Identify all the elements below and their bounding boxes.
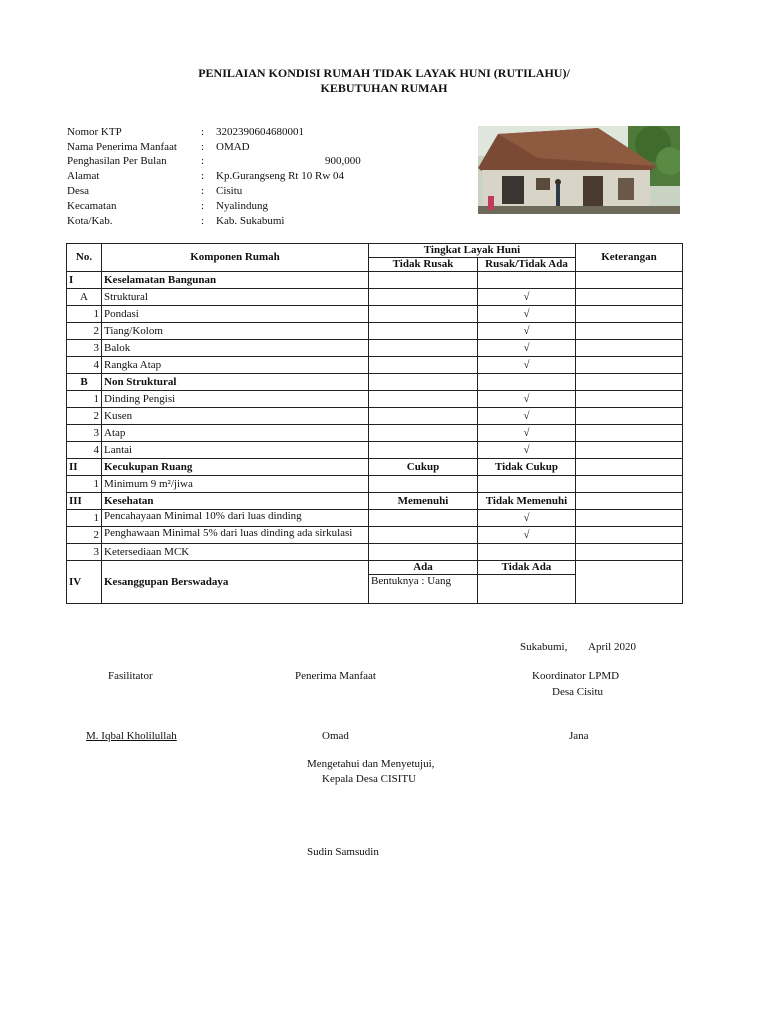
row-label: Kesanggupan Berswadaya — [102, 561, 369, 604]
row-no: II — [67, 459, 102, 476]
info-value-desa: Cisitu — [216, 185, 243, 197]
row-label: Rangka Atap — [102, 357, 369, 374]
table-row — [67, 561, 683, 575]
row-no: B — [67, 374, 102, 391]
info-label-kecamatan: Kecamatan — [67, 200, 117, 212]
role-penerima: Penerima Manfaat — [295, 670, 376, 682]
row-no: I — [67, 272, 102, 289]
row-label: Atap — [102, 425, 369, 442]
table-row — [67, 391, 683, 408]
name-penerima: Omad — [322, 730, 349, 742]
table-row — [67, 272, 683, 289]
tick-mark: √ — [478, 306, 576, 323]
header-keterangan: Keterangan — [576, 244, 683, 272]
row-no: 1 — [67, 391, 102, 408]
row-label: Minimum 9 m²/jiwa — [102, 476, 369, 493]
document-title-line1: PENILAIAN KONDISI RUMAH TIDAK LAYAK HUNI (RUTILAHU)/ — [198, 66, 570, 80]
table-row — [67, 408, 683, 425]
header-rusak: Rusak/Tidak Ada — [478, 258, 576, 272]
row-no: 1 — [67, 510, 102, 527]
row-no: 3 — [67, 544, 102, 561]
col-tidak-cukup: Tidak Cukup — [478, 459, 576, 476]
assessment-table — [66, 243, 683, 604]
info-colon: : — [201, 200, 205, 212]
tick-mark: √ — [478, 391, 576, 408]
row-label: Tiang/Kolom — [102, 323, 369, 340]
info-value-penghasilan: 900,000 — [325, 155, 361, 167]
row-no: 3 — [67, 340, 102, 357]
row-no: 4 — [67, 442, 102, 459]
row-no: 2 — [67, 527, 102, 544]
info-value-kecamatan: Nyalindung — [216, 200, 268, 212]
header-tingkat: Tingkat Layak Huni — [369, 244, 576, 258]
table-row — [67, 374, 683, 391]
approval-line1: Mengetahui dan Menyetujui, — [307, 758, 435, 770]
sign-date: April 2020 — [588, 641, 636, 653]
row-label: Penghawaan Minimal 5% dari luas dinding ada sirkulasi — [102, 527, 369, 544]
table-row — [67, 493, 683, 510]
row-no: 3 — [67, 425, 102, 442]
info-value-kota: Kab. Sukabumi — [216, 215, 285, 227]
document-title-line2: KEBUTUHAN RUMAH — [320, 81, 448, 95]
role-desa: Desa Cisitu — [552, 686, 604, 698]
house-photo — [478, 126, 680, 214]
table-row — [67, 323, 683, 340]
name-koordinator: Jana — [569, 730, 589, 742]
row-label: Non Struktural — [102, 374, 369, 391]
row-no: IV — [67, 561, 102, 604]
info-label-ktp: Nomor KTP — [67, 126, 122, 138]
bentuk-swadaya: Bentuknya : Uang — [369, 575, 478, 604]
table-row — [67, 527, 683, 544]
col-cukup: Cukup — [369, 459, 478, 476]
tick-mark: √ — [478, 357, 576, 374]
row-label: Dinding Pengisi — [102, 391, 369, 408]
col-tidak-ada: Tidak Ada — [478, 561, 576, 575]
tick-mark: √ — [478, 510, 576, 527]
row-label: Balok — [102, 340, 369, 357]
info-label-kota: Kota/Kab. — [67, 215, 113, 227]
tick-mark: √ — [478, 289, 576, 306]
name-fasilitator: M. Iqbal Kholilullah — [86, 730, 177, 742]
row-label: Kecukupan Ruang — [102, 459, 369, 476]
row-no: III — [67, 493, 102, 510]
approval-line2: Kepala Desa CISITU — [322, 773, 417, 785]
header-tidak-rusak: Tidak Rusak — [369, 258, 478, 272]
row-label: Ketersediaan MCK — [102, 544, 369, 561]
info-label-penghasilan: Penghasilan Per Bulan — [67, 155, 167, 167]
row-label: Lantai — [102, 442, 369, 459]
tick-mark: √ — [478, 340, 576, 357]
table-row — [67, 340, 683, 357]
table-row — [67, 442, 683, 459]
tick-mark: √ — [478, 425, 576, 442]
row-label: Pondasi — [102, 306, 369, 323]
info-colon: : — [201, 126, 205, 138]
role-koordinator: Koordinator LPMD — [532, 670, 620, 682]
table-row — [67, 357, 683, 374]
info-colon: : — [201, 155, 205, 167]
tick-mark: √ — [478, 408, 576, 425]
row-label: Keselamatan Bangunan — [102, 272, 369, 289]
table-row — [67, 476, 683, 493]
info-colon: : — [201, 141, 205, 153]
tick-mark: √ — [478, 323, 576, 340]
info-colon: : — [201, 170, 205, 182]
info-colon: : — [201, 185, 205, 197]
row-label: Struktural — [102, 289, 369, 306]
name-kepala-desa: Sudin Samsudin — [307, 846, 379, 858]
row-no: 4 — [67, 357, 102, 374]
tick-mark: √ — [478, 442, 576, 459]
table-row — [67, 289, 683, 306]
sign-place: Sukabumi, — [520, 641, 568, 653]
row-no: 1 — [67, 306, 102, 323]
col-tidak-memenuhi: Tidak Memenuhi — [478, 493, 576, 510]
table-row — [67, 544, 683, 561]
col-memenuhi: Memenuhi — [369, 493, 478, 510]
info-label-nama: Nama Penerima Manfaat — [67, 141, 177, 153]
col-ada: Ada — [369, 561, 478, 575]
row-label: Kesehatan — [102, 493, 369, 510]
info-colon: : — [201, 215, 205, 227]
table-row — [67, 425, 683, 442]
row-no: 2 — [67, 323, 102, 340]
info-value-ktp: 3202390604680001 — [216, 126, 304, 138]
row-no: 1 — [67, 476, 102, 493]
row-label: Pencahayaan Minimal 10% dari luas dinding — [102, 510, 369, 527]
info-value-nama: OMAD — [216, 141, 250, 153]
info-label-alamat: Alamat — [67, 170, 100, 182]
table-row — [67, 510, 683, 527]
row-no: A — [67, 289, 102, 306]
role-fasilitator: Fasilitator — [108, 670, 153, 682]
header-komponen: Komponen Rumah — [102, 244, 369, 272]
info-label-desa: Desa — [67, 185, 89, 197]
table-row — [67, 306, 683, 323]
tick-mark: √ — [478, 527, 576, 544]
header-no: No. — [67, 244, 102, 272]
info-value-alamat: Kp.Gurangseng Rt 10 Rw 04 — [216, 170, 345, 182]
row-label: Kusen — [102, 408, 369, 425]
table-row — [67, 459, 683, 476]
row-no: 2 — [67, 408, 102, 425]
